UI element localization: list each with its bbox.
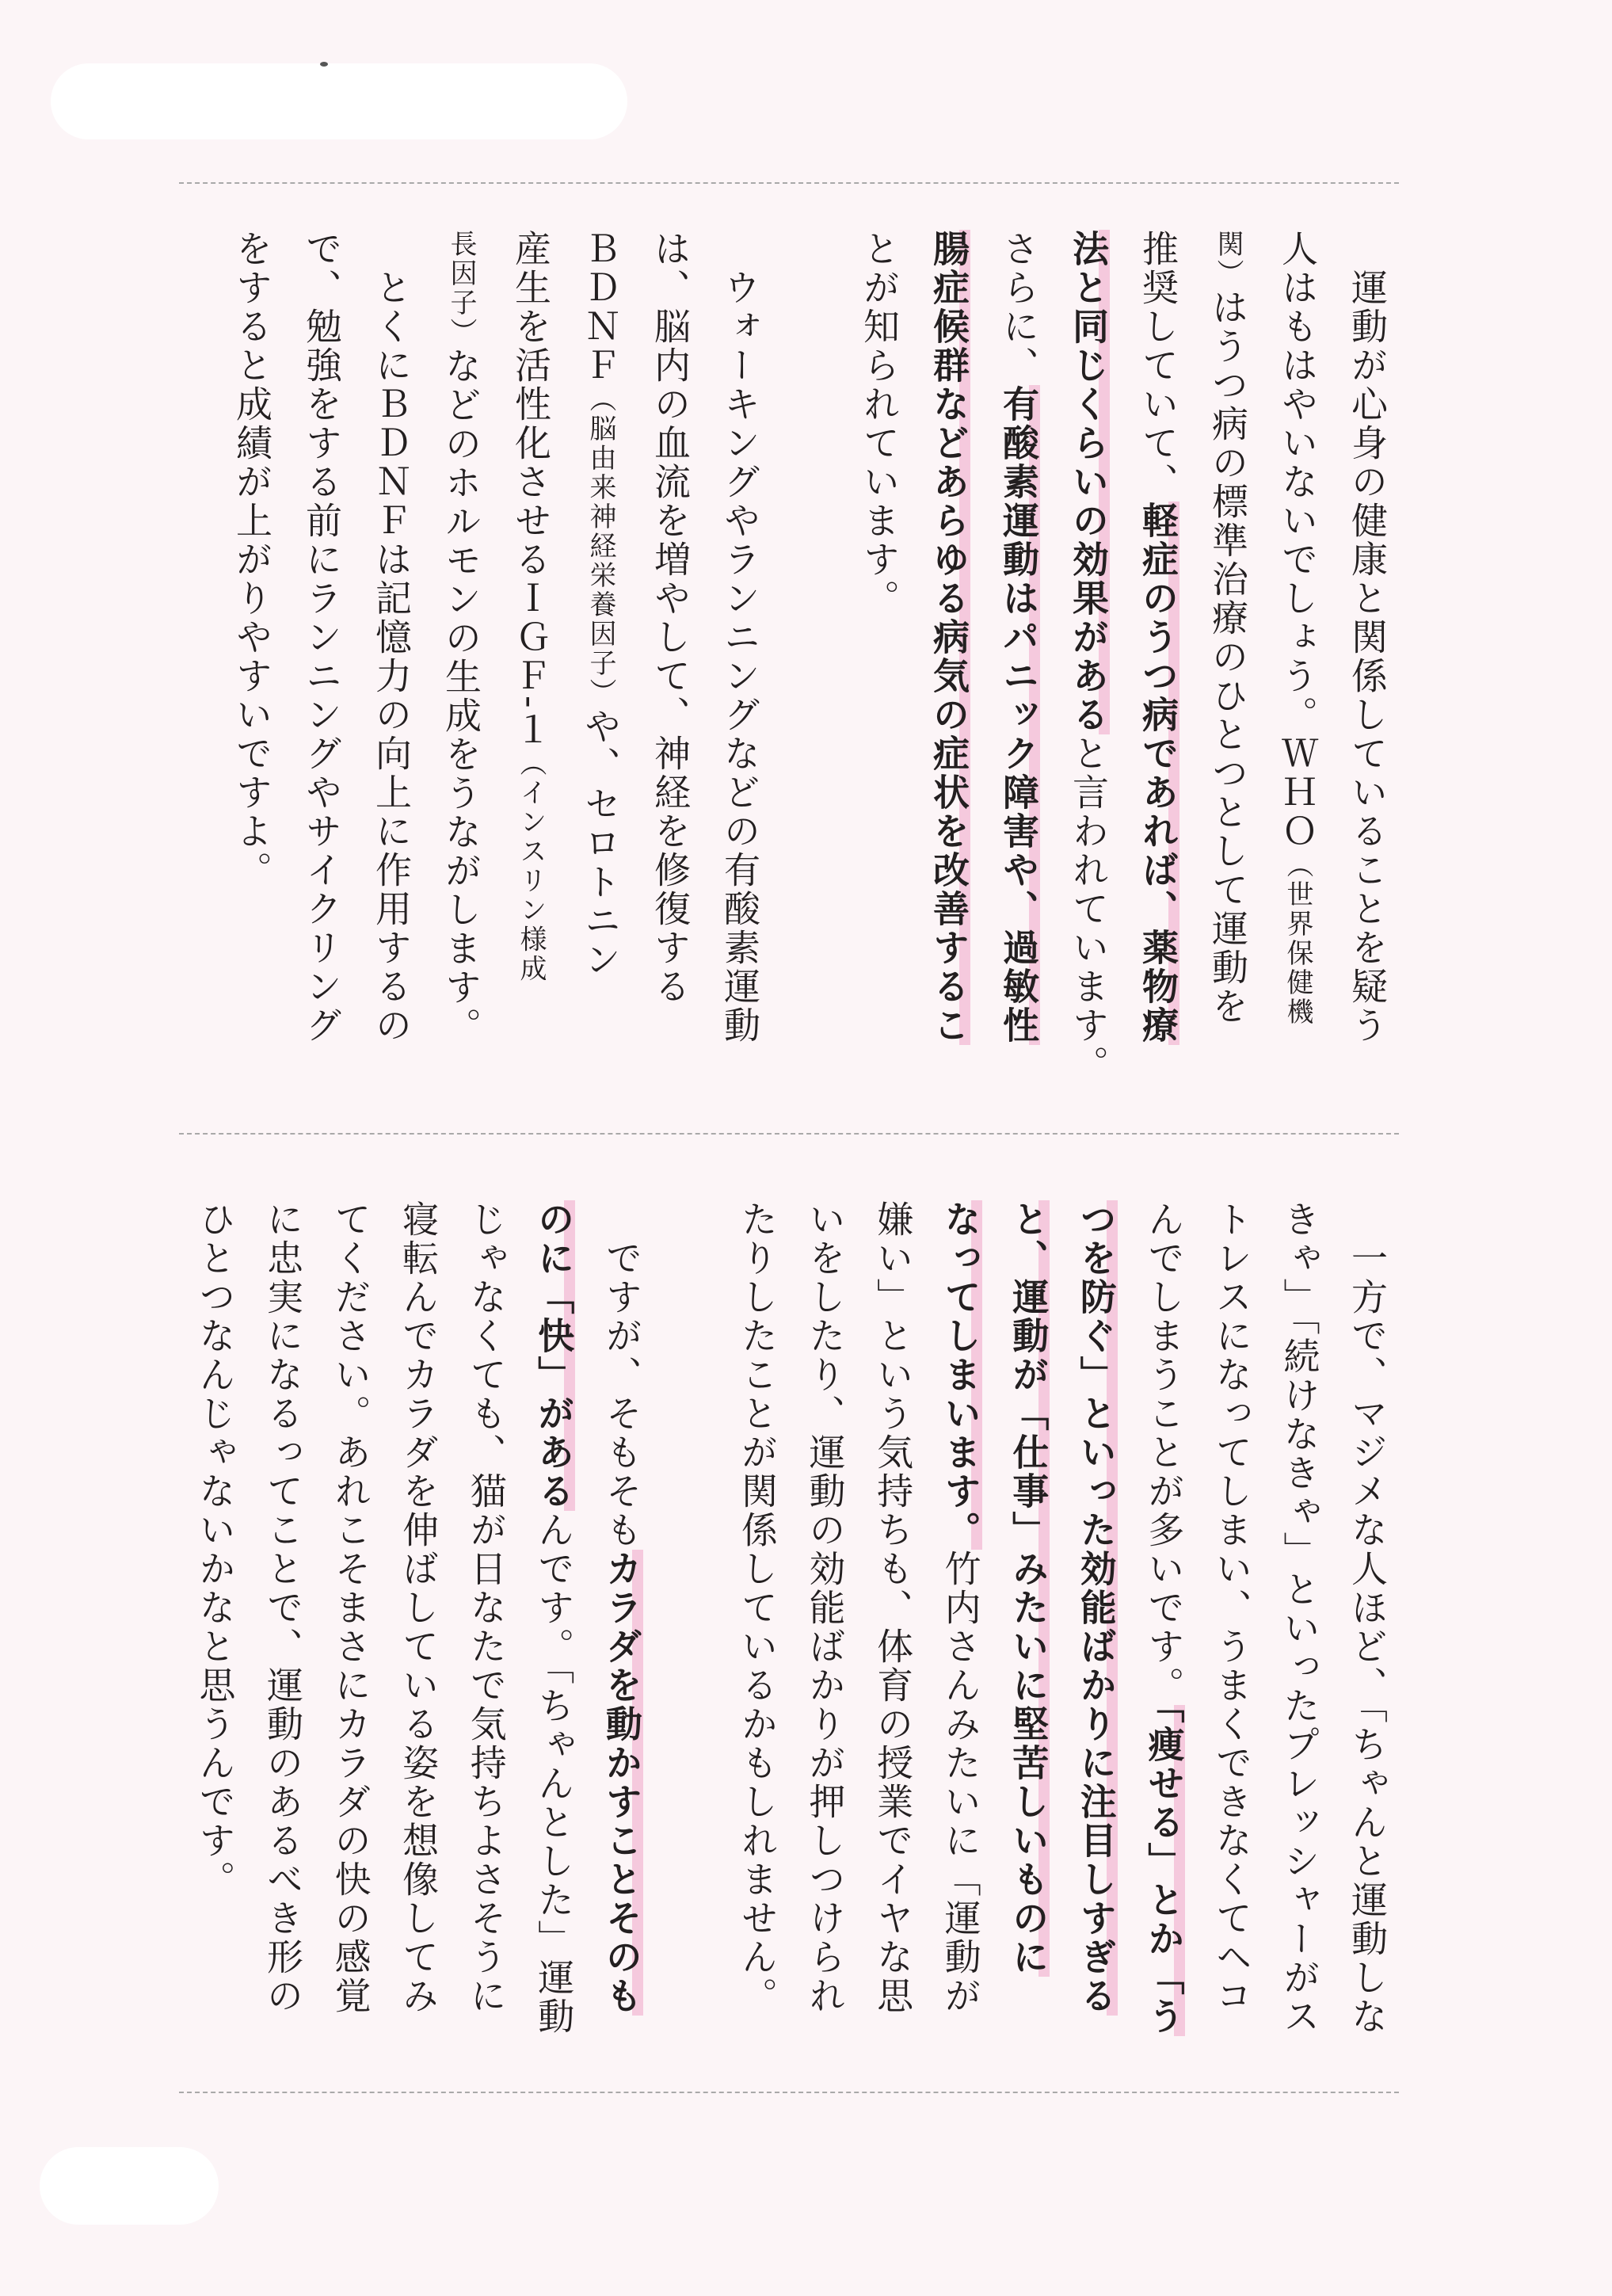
- text-column: [635, 230, 705, 1101]
- text-column: [356, 230, 426, 1101]
- text-segment: てください。あれこそまさにカラダの快の感覚: [329, 1200, 372, 2016]
- divider-bottom: [179, 2092, 1399, 2093]
- text-segment: 寝転んでカラダを伸ばしている姿を想像してみ: [397, 1200, 440, 2016]
- text-segment: （世界保健機: [1282, 851, 1313, 1027]
- text-column: [1063, 1200, 1131, 2072]
- text-column: [984, 230, 1054, 1101]
- text-segment: などのホルモンの生成をうながします。: [440, 347, 482, 1046]
- text-column: [844, 230, 914, 1101]
- text-column: [657, 1200, 725, 2072]
- text-segment: んでしまうことが多いです。: [1142, 1200, 1186, 1705]
- text-column: [1199, 1200, 1267, 2072]
- text-segment: に忠実になるってことで、運動のあるべき形の: [261, 1200, 304, 2016]
- highlighted-text: なってしまいます。: [939, 1200, 982, 1550]
- text-segment: とが知られています。: [858, 230, 901, 618]
- text-segment: （脳由来神経栄養因子）: [585, 385, 616, 707]
- text-column: [318, 1200, 386, 2072]
- text-panel-lower: [182, 1200, 1402, 2072]
- highlighted-text: 有酸素運動はパニック障害や、過敏性: [997, 385, 1040, 1045]
- text-segment: 一方で、マジメな人ほど、「ちゃんと運動しな: [1346, 1200, 1389, 2036]
- highlighted-text: つを防ぐ」といった効能ばかりに注目しすぎる: [1074, 1200, 1118, 2016]
- highlighted-text: 「痩せる」とか「う: [1142, 1705, 1186, 2036]
- text-segment: たりしたことが関係しているかもしれません。: [735, 1200, 779, 2016]
- text-column: [453, 1200, 521, 2072]
- text-column: [217, 230, 287, 1101]
- text-column: [426, 230, 496, 1101]
- text-panel-upper: [182, 230, 1402, 1101]
- text-segment: 関）: [1212, 230, 1244, 288]
- text-segment: 長因子）: [445, 230, 477, 347]
- text-segment: ＢＤＮＦ: [579, 230, 622, 385]
- text-column: [1267, 1200, 1335, 2072]
- text-segment: ですが、そもそも: [600, 1200, 643, 1550]
- text-column: [250, 1200, 318, 2072]
- footer-tab-blob: [40, 2147, 219, 2225]
- text-column: [1193, 230, 1263, 1101]
- text-column: [1263, 230, 1332, 1101]
- text-column: [914, 230, 984, 1101]
- text-segment: 推奨していて、: [1137, 230, 1179, 502]
- text-segment: （インスリン様成: [515, 749, 547, 984]
- highlighted-text: 腸症候群などあらゆる病気の症状を改善するこ: [928, 230, 970, 1045]
- decorative-dot: [320, 62, 328, 67]
- text-column: [182, 1200, 250, 2072]
- text-column: [496, 230, 566, 1101]
- text-column: [589, 1200, 657, 2072]
- text-segment: さらに、: [997, 230, 1040, 385]
- highlighted-text: 軽症のうつ病であれば、薬物療: [1137, 502, 1179, 1045]
- text-segment: 産生を活性化させるＩＧＦ-１: [509, 230, 552, 749]
- text-column: [566, 230, 635, 1101]
- highlighted-text: と、運動が「仕事」みたいに堅苦しいものに: [1007, 1200, 1050, 1977]
- text-column: [775, 230, 844, 1101]
- text-segment: や、セロトニン: [579, 707, 622, 979]
- text-segment: 竹内さんみたいに「運動が: [939, 1550, 982, 2016]
- highlighted-text: カラダを動かすことそのも: [600, 1550, 643, 2016]
- text-segment: はうつ病の標準治療のひとつとして運動を: [1206, 288, 1249, 1026]
- divider-middle: [179, 1133, 1399, 1135]
- text-segment: 嫌い」という気持ちも、体育の授業でイヤな思: [871, 1200, 915, 2016]
- text-column: [386, 1200, 454, 2072]
- text-segment: ウォーキングやランニングなどの有酸素運動: [718, 230, 761, 1045]
- text-segment: で、勉強をする前にランニングやサイクリング: [300, 230, 343, 1045]
- text-segment: きゃ」「続けなきゃ」といったプレッシャーがス: [1278, 1200, 1321, 2036]
- text-column: [792, 1200, 860, 2072]
- text-segment: は、脳内の血流を増やして、神経を修復する: [649, 230, 692, 1006]
- header-tab-blob: [51, 63, 627, 139]
- text-segment: と言われています。: [1067, 734, 1110, 1084]
- text-column: [860, 1200, 928, 2072]
- text-segment: いをしたり、運動の効能ばかりが押しつけられ: [803, 1200, 847, 2016]
- text-column: [996, 1200, 1064, 2072]
- text-segment: をすると成績が上がりやすいですよ。: [231, 230, 273, 890]
- text-column: [724, 1200, 792, 2072]
- text-segment: ひとつなんじゃないかなと思うんです。: [193, 1200, 237, 1899]
- divider-top: [179, 182, 1399, 184]
- text-column: [1334, 1200, 1402, 2072]
- text-column: [1123, 230, 1193, 1101]
- text-column: [1054, 230, 1123, 1101]
- text-column: [521, 1200, 589, 2072]
- highlighted-text: のに「快」がある: [532, 1200, 576, 1511]
- text-segment: じゃなくても、猫が日なたで気持ちよさそうに: [464, 1200, 508, 2016]
- text-segment: んです。「ちゃんとした」運動: [532, 1511, 576, 2036]
- highlighted-text: 法と同じくらいの効果がある: [1067, 230, 1110, 734]
- text-column: [705, 230, 775, 1101]
- text-column: [928, 1200, 996, 2072]
- text-column: [1131, 1200, 1199, 2072]
- text-column: [1332, 230, 1402, 1101]
- text-segment: 運動が心身の健康と関係していることを疑う: [1346, 230, 1389, 1045]
- text-segment: トレスになってしまい、うまくできなくてヘコ: [1210, 1200, 1253, 2016]
- text-segment: とくにＢＤＮＦは記憶力の向上に作用するの: [370, 230, 413, 1045]
- text-segment: 人はもはやいないでしょう。ＷＨＯ: [1276, 230, 1319, 851]
- text-column: [287, 230, 356, 1101]
